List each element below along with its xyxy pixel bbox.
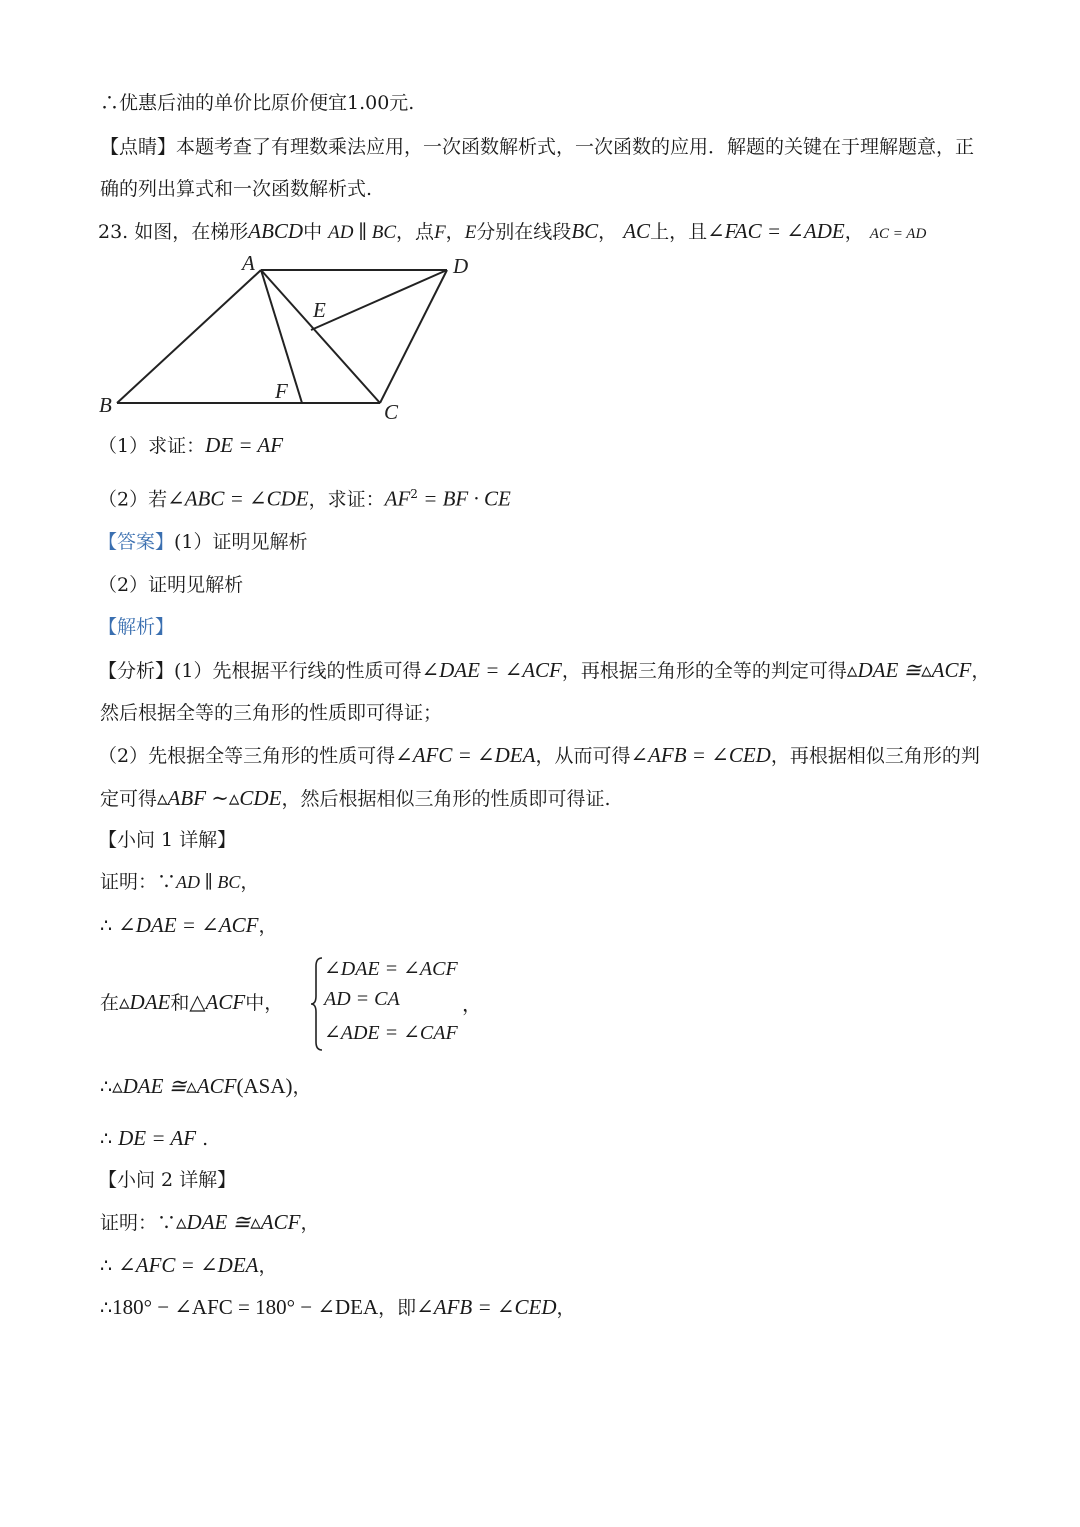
q23-mid4: 分别在线段: [476, 221, 572, 243]
answer-line-2: （2）证明见解析: [98, 574, 244, 596]
label-f: F: [275, 379, 288, 403]
q2-bc: ，: [258, 1255, 278, 1277]
brace-row-3: ∠ADE = ∠CAF: [324, 1022, 458, 1044]
segment-de: [311, 270, 447, 330]
q1-dm: ▵DAE ≅▵ACF: [112, 1074, 237, 1098]
brace-row-2: AD = CA: [324, 988, 400, 1010]
part-2-sup: 2: [410, 487, 418, 501]
q23-mid1: 中: [303, 221, 323, 243]
q2-c: ∴: [100, 1297, 113, 1319]
q1-c3: 中，: [245, 992, 284, 1014]
label-b: B: [99, 393, 112, 417]
fx-1m2: ▵DAE ≅▵ACF: [846, 658, 972, 682]
q2-line-c: [100, 1294, 576, 1321]
q1-am: AD ∥ BC: [176, 872, 241, 892]
q23-mid3: ，: [445, 221, 465, 243]
trapezoid-figure: [95, 250, 485, 425]
brace-comma: ，: [462, 992, 482, 1016]
q2-tag: 【小问 2 详解】: [98, 1169, 237, 1191]
q1-bb: ，: [258, 915, 278, 937]
part-2-math2a: AF: [384, 486, 411, 511]
q2-line-b: [100, 1252, 278, 1279]
fx-3m1: ∠AFC = ∠DEA: [395, 743, 536, 767]
fx-4m: ▵ABF ∼▵CDE: [157, 786, 282, 810]
q23-adbc: AD ∥ BC: [328, 222, 397, 243]
q2-b: ∴: [100, 1255, 119, 1277]
part-1-label: （1）求证：: [98, 435, 206, 457]
q2-cm2: ∠AFB = ∠CED: [416, 1295, 557, 1319]
label-a: A: [242, 251, 255, 275]
q23-bc: BC: [571, 219, 599, 243]
q1-line-e: [100, 1125, 208, 1152]
q1-dr: (ASA): [236, 1074, 293, 1098]
q1-e: ∴: [100, 1128, 119, 1150]
fx-line-4: [100, 785, 610, 812]
q23-ac: AC: [623, 219, 651, 243]
q1-dc: ，: [292, 1076, 312, 1098]
part-1-math: DE = AF: [205, 433, 284, 457]
part-2-label: （2）若: [98, 488, 168, 511]
part-2-mid: ，求证：: [308, 488, 385, 511]
q23-mid7: ，: [844, 221, 864, 243]
fx-1m1: ∠DAE = ∠ACF: [421, 658, 562, 682]
q1-em: DE = AF: [118, 1126, 197, 1150]
q2-a: 证明：∵: [100, 1212, 177, 1234]
fx-1b: ，再根据三角形的全等的判定可得: [561, 660, 847, 682]
part-2: [98, 481, 511, 512]
answer-1: (1）证明见解析: [174, 531, 308, 553]
fx-line-2: 然后根据全等的三角形的性质即可得证；: [100, 702, 443, 724]
answer-line-1: [98, 529, 308, 555]
q1-c2: 和: [170, 992, 190, 1014]
fx-3c: ，再根据相似三角形的判: [770, 745, 980, 767]
question-23: [98, 218, 926, 247]
q23-mid5: ，: [598, 221, 618, 243]
q2-cc: ，: [556, 1297, 576, 1319]
fx-3m2: ∠AFB = ∠CED: [630, 743, 771, 767]
brace-row-1: ∠DAE = ∠ACF: [324, 958, 458, 980]
q2-line-a: [100, 1209, 319, 1236]
q1-line-b: [100, 912, 278, 939]
q1-d: ∴: [100, 1076, 113, 1098]
q1-cm2: △ACF: [189, 990, 246, 1014]
label-d: D: [453, 254, 469, 278]
q1-tag: 【小问 1 详解】: [98, 829, 237, 851]
segment-ab: [117, 270, 261, 403]
q1-ab: ，: [240, 871, 260, 893]
q1-cm1: ▵DAE: [119, 990, 171, 1014]
text-line-1: ∴优惠后油的单价比原价便宜1.00元.: [100, 92, 415, 114]
part-2-math1: ∠ABC = ∠CDE: [167, 486, 309, 511]
q1-c: 在: [100, 992, 120, 1014]
q23-mid6: 上，且: [650, 221, 708, 243]
fx-line-1: [98, 657, 990, 684]
left-brace-icon: [310, 956, 324, 1052]
analysis-tag: 【解析】: [98, 616, 175, 638]
label-e: E: [313, 298, 326, 322]
q1-ec: .: [196, 1128, 209, 1150]
fx-tag: 【分析】: [98, 660, 175, 682]
q1-a: 证明：∵: [100, 871, 177, 893]
q23-prefix: 23. 如图，在梯形: [98, 221, 249, 243]
segment-dc: [380, 270, 447, 403]
q23-e: E: [464, 222, 477, 243]
q23-mid2: ，点: [396, 221, 435, 243]
fx-3a: （2）先根据全等三角形的性质可得: [98, 745, 396, 767]
part-1: [98, 432, 283, 459]
q1-line-a: [100, 869, 259, 895]
q2-ac: ，: [300, 1212, 320, 1234]
q2-am: ▵DAE ≅▵ACF: [176, 1210, 301, 1234]
fx-1a: (1）先根据平行线的性质可得: [174, 660, 422, 682]
q1-line-d: [100, 1073, 312, 1100]
q2-cm1: 180° − ∠AFC = 180° − ∠DEA: [112, 1295, 379, 1319]
q2-c2: ，即: [378, 1297, 417, 1319]
fx-4b: ，然后根据相似三角形的性质即可得证.: [281, 788, 611, 810]
fx-line-3: [98, 742, 980, 769]
q23-acad: AC = AD: [869, 226, 927, 242]
q23-f: F: [434, 222, 446, 243]
q1-bm: ∠DAE = ∠ACF: [118, 913, 259, 937]
q2-bm: ∠AFC = ∠DEA: [118, 1253, 259, 1277]
q1-b: ∴: [100, 915, 119, 937]
label-c: C: [384, 400, 399, 424]
fx-3b: ，从而可得: [535, 745, 631, 767]
q1-line-c: [100, 989, 283, 1016]
answer-tag: 【答案】: [98, 531, 175, 553]
q23-angle: ∠FAC = ∠ADE: [707, 219, 845, 243]
part-2-math2b: = BF · CE: [417, 486, 511, 511]
text-line-2: 【点睛】本题考查了有理数乘法应用，一次函数解析式，一次函数的应用．解题的关键在于理解题意，正: [100, 136, 975, 158]
text-line-3: 确的列出算式和一次函数解析式.: [100, 178, 373, 200]
fx-4a: 定可得: [100, 788, 158, 810]
q23-abcd: ABCD: [248, 219, 304, 243]
fx-1c: ，: [971, 660, 991, 682]
